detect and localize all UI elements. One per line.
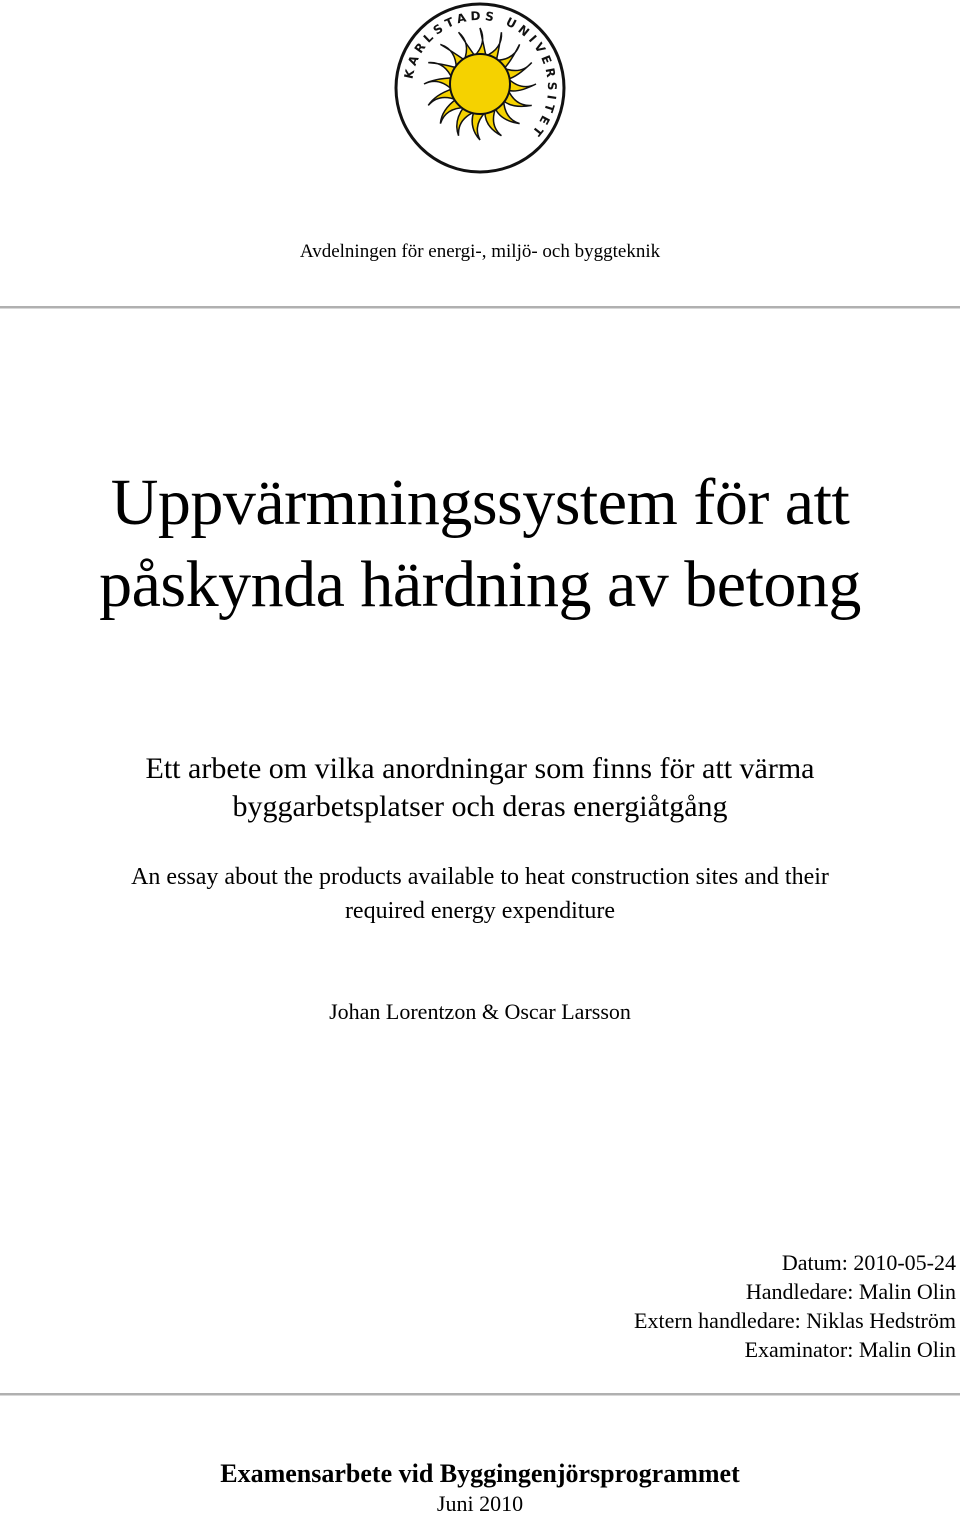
divider-top xyxy=(0,306,960,309)
thesis-title xyxy=(0,462,960,626)
datum-row xyxy=(356,1248,956,1277)
subtitle-swedish xyxy=(0,750,960,826)
logo-text: KARLSTADS UNIVERSITET xyxy=(401,8,560,142)
subtitle-english xyxy=(0,860,960,928)
subtitle-sv-line-1: Ett arbete om vilka anordningar som finns för att värma xyxy=(145,752,815,785)
subtitle-en-line-2: required energy expenditure xyxy=(344,898,616,924)
authors: Johan Lorentzon & Oscar Larsson xyxy=(329,999,631,1024)
university-logo xyxy=(392,0,568,176)
subtitle-sv-line-2: byggarbetsplatser och deras energiåtgång xyxy=(232,790,728,823)
extern-handledare-label: Extern handledare: xyxy=(634,1308,801,1333)
divider-bottom xyxy=(0,1393,960,1396)
sun-seal-icon xyxy=(392,0,568,176)
program-title: Examensarbete vid Byggingenjörsprogrammet xyxy=(220,1459,740,1488)
title-line-1: Uppvärmningssystem för att xyxy=(110,466,850,539)
extern-handledare-row xyxy=(356,1306,956,1335)
department-line: Avdelningen för energi-, miljö- och byggteknik xyxy=(299,241,661,262)
subtitle-en-line-1: An essay about the products available to heat construction sites and their xyxy=(131,864,829,890)
handledare-label: Handledare: xyxy=(745,1279,854,1304)
examinator-row xyxy=(356,1335,956,1364)
examinator-label: Examinator: xyxy=(744,1337,854,1362)
handledare-value: Malin Olin xyxy=(858,1279,956,1304)
thesis-info xyxy=(356,1248,956,1364)
datum-value: 2010-05-24 xyxy=(853,1250,956,1275)
publication-date: Juni 2010 xyxy=(436,1491,524,1516)
handledare-row xyxy=(356,1277,956,1306)
datum-label: Datum: xyxy=(781,1250,848,1275)
extern-handledare-value: Niklas Hedström xyxy=(806,1308,956,1333)
title-line-2: påskynda härdning av betong xyxy=(99,548,861,621)
examinator-value: Malin Olin xyxy=(858,1337,956,1362)
